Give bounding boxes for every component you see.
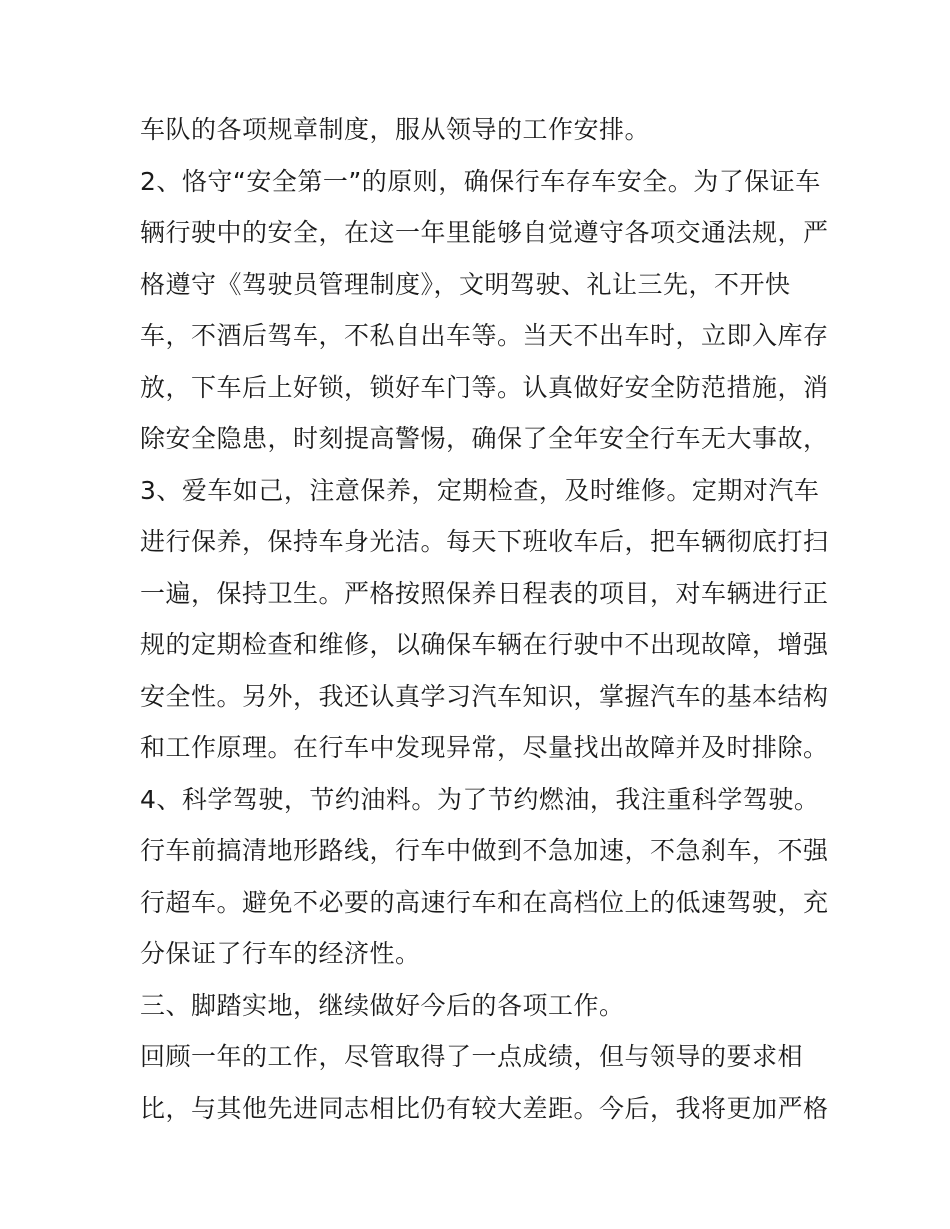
text-line: 比，与其他先进同志相比仍有较大差距。今后，我将更加严格	[140, 1093, 829, 1123]
text-line: 辆行驶中的安全，在这一年里能够自觉遵守各项交通法规，严	[140, 218, 829, 247]
document-body	[140, 104, 830, 1134]
text-line: 行超车。避免不必要的高速行车和在高档位上的低速驾驶，充	[140, 887, 829, 917]
text-line: 行车前搞清地形路线，行车中做到不急加速，不急刹车，不强	[140, 836, 829, 865]
text-line: 规的定期检查和维修，以确保车辆在行驶中不出现故障，增强	[140, 630, 829, 659]
text-line: 除安全隐患，时刻提高警惕，确保了全年安全行车无大事故，	[140, 424, 829, 453]
text-line: 车，不酒后驾车，不私自出车等。当天不出车时，立即入库存	[140, 321, 829, 350]
text-line: 三、脚踏实地，继续做好今后的各项工作。	[140, 990, 625, 1020]
text-line: 分保证了行车的经济性。	[140, 939, 421, 968]
text-line: 3、爱车如己，注意保养，定期检查，及时维修。定期对汽车	[140, 475, 820, 505]
text-line: 回顾一年的工作，尽管取得了一点成绩，但与领导的要求相	[140, 1042, 804, 1071]
text-line: 安全性。另外，我还认真学习汽车知识，掌握汽车的基本结构	[140, 681, 829, 711]
text-line: 2、恪守“安全第一”的原则，确保行车存车安全。为了保证车	[140, 166, 821, 196]
text-line: 和工作原理。在行车中发现异常，尽量找出故障并及时排除。	[140, 733, 829, 762]
text-line: 格遵守《驾驶员管理制度》，文明驾驶、礼让三先，不开快	[140, 269, 791, 299]
text-line: 一遍，保持卫生。严格按照保养日程表的项目，对车辆进行正	[140, 578, 829, 608]
text-line: 车队的各项规章制度，服从领导的工作安排。	[140, 115, 651, 144]
text-line: 进行保养，保持车身光洁。每天下班收车后，把车辆彻底打扫	[140, 527, 829, 556]
text-line: 4、科学驾驶，节约油料。为了节约燃油，我注重科学驾驶。	[140, 784, 820, 814]
text-line: 放，下车后上好锁，锁好车门等。认真做好安全防范措施，消	[140, 372, 829, 402]
